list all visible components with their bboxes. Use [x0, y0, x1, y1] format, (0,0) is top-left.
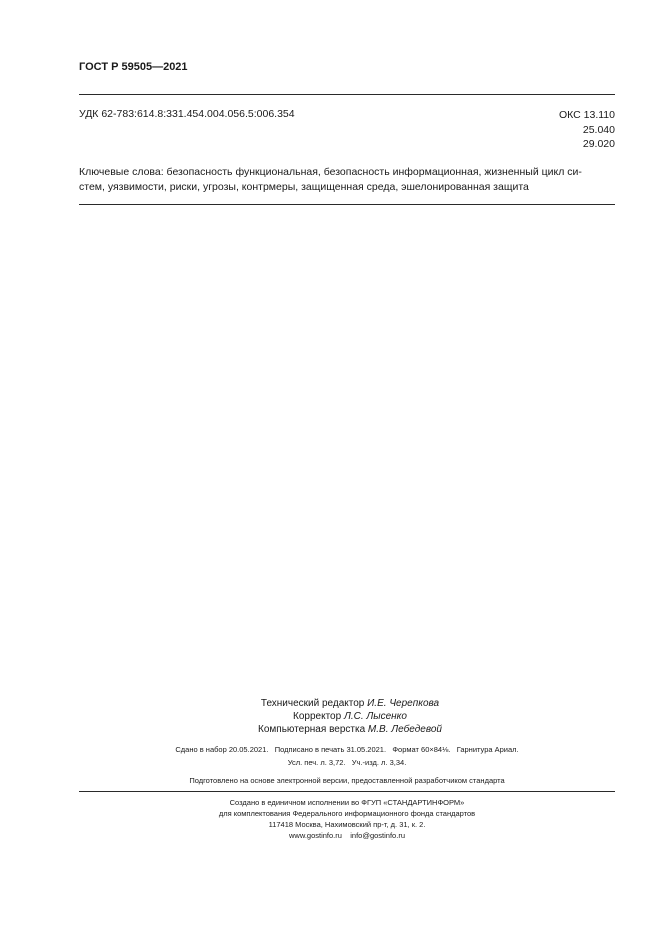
- publisher-line: Создано в единичном исполнении во ФГУП «СТАНДАРТИНФОРМ»: [229, 798, 465, 807]
- keywords-divider: [79, 204, 615, 205]
- print-info-line: Усл. печ. л. 3,72. Уч.-изд. л. 3,34.: [287, 758, 407, 767]
- credit-name: М.В. Лебедевой: [367, 724, 442, 735]
- keywords: [79, 165, 615, 194]
- publisher-line: для комплектования Федерального информационного фонда стандартов: [218, 809, 476, 818]
- credit-name: Л.С. Лысенко: [343, 711, 407, 722]
- credit-corrector: [200, 710, 500, 723]
- credits-block: [200, 697, 500, 736]
- keywords-line: стем, уязвимости, риски, угрозы, контрмеры, защищенная среда, эшелонированная защита: [79, 180, 529, 193]
- header-divider: [79, 94, 615, 95]
- publisher-divider: [79, 791, 615, 792]
- credit-layout: [200, 723, 500, 736]
- oks-codes: [559, 108, 615, 152]
- credit-name: И.Е. Черепкова: [367, 698, 440, 709]
- oks-code: 29.020: [582, 138, 615, 150]
- credit-label: Технический редактор: [260, 698, 365, 709]
- publisher-line: 117418 Москва, Нахимовский пр-т, д. 31, к. 2.: [268, 820, 426, 829]
- credit-label: Компьютерная верстка: [258, 724, 366, 735]
- keywords-line: Ключевые слова: безопасность функциональная, безопасность информационная, жизненный цикл си-: [79, 166, 582, 178]
- publisher-info: [79, 797, 615, 841]
- oks-label: ОКС 13.110: [558, 109, 615, 121]
- publisher-contacts: www.gostinfo.ru info@gostinfo.ru: [288, 831, 405, 840]
- udk-code: УДК 62-783:614.8:331.454.004.056.5:006.354: [79, 108, 295, 120]
- prepared-note: Подготовлено на основе электронной версии, предоставленной разработчиком стандарта: [189, 776, 505, 785]
- print-info-line: Сдано в набор 20.05.2021. Подписано в печать 31.05.2021. Формат 60×84⅛. Гарнитура Ариал.: [175, 745, 519, 754]
- oks-code: 25.040: [582, 123, 615, 136]
- document-id: ГОСТ Р 59505—2021: [79, 61, 188, 73]
- credit-label: Корректор: [293, 711, 342, 722]
- credit-tech-editor: [200, 697, 500, 710]
- print-info: [79, 743, 615, 769]
